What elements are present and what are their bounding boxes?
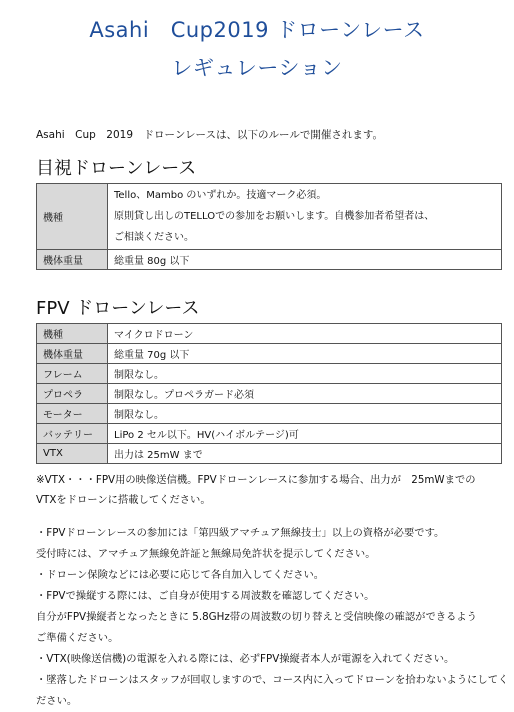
table-row	[37, 404, 502, 424]
note-line: 受付時には、アマチュア無線免許証と無線局免許状を提示してください。	[36, 548, 376, 560]
row-label-weight: 機体重量	[37, 250, 108, 270]
table-row	[37, 364, 502, 384]
note-line: ・FPVで操縦する際には、ご自身が使用する周波数を確認してください。	[36, 590, 375, 602]
table-row	[37, 250, 502, 270]
row-label-propeller: プロペラ	[37, 384, 108, 404]
row-value-weight: 総重量 70g 以下	[108, 344, 502, 364]
document-title-line1: Asahi Cup2019 ドローンレース	[89, 18, 425, 42]
note-line: ご準備ください。	[36, 632, 119, 644]
table-row	[37, 444, 502, 464]
model-line-3: ご相談ください。	[114, 232, 194, 243]
table-row	[37, 324, 502, 344]
row-value-battery: LiPo 2 セル以下。HV(ハイボルテージ)可	[108, 424, 502, 444]
row-value-weight: 総重量 80g 以下	[108, 250, 502, 270]
vtx-note-line1: ※VTX・・・FPV用の映像送信機。FPVドローンレースに参加する場合、出力が 25mWまでの	[36, 474, 476, 486]
row-label-weight: 機体重量	[37, 344, 108, 364]
row-label-model: 機種	[37, 184, 108, 250]
note-line: ださい。	[36, 695, 78, 707]
fpv-race-heading: FPV ドローンレース	[36, 298, 200, 319]
fpv-race-table	[36, 323, 502, 464]
row-label-vtx: VTX	[37, 444, 108, 464]
notes-list	[36, 523, 509, 712]
row-label-frame: フレーム	[37, 364, 108, 384]
row-label-model: 機種	[37, 324, 108, 344]
table-row	[37, 344, 502, 364]
note-line: ・墜落したドローンはスタッフが回収しますので、コース内に入ってドローンを拾わないようにしてく	[36, 674, 509, 686]
vtx-note-line2: VTXをドローンに搭載してください。	[36, 494, 211, 506]
document-title-line2: レギュレーション	[171, 56, 343, 80]
row-value-model: マイクロドローン	[108, 324, 502, 344]
intro-text: Asahi Cup 2019 ドローンレースは、以下のルールで開催されます。	[36, 129, 383, 141]
row-label-motor: モーター	[37, 404, 108, 424]
table-row	[37, 184, 502, 250]
model-line-2: 原則貸し出しのTELLOでの参加をお願いします。自機参加者希望者は、	[114, 211, 435, 222]
model-line-1: Tello、Mambo のいずれか。技適マーク必須。	[114, 190, 327, 201]
vtx-note	[36, 470, 506, 510]
table-row	[37, 384, 502, 404]
row-value-propeller: 制限なし。プロペラガード必須	[108, 384, 502, 404]
note-line: ・ドローン保険などには必要に応じて各自加入してください。	[36, 569, 325, 581]
row-value-motor: 制限なし。	[108, 404, 502, 424]
row-value-frame: 制限なし。	[108, 364, 502, 384]
note-line: ・FPVドローンレースの参加には「第四級アマチュア無線技士」以上の資格が必要です。	[36, 527, 445, 539]
row-value-model	[108, 184, 502, 250]
note-line: 自分がFPV操縦者となったときに 5.8GHz帯の周波数の切り替えと受信映像の確認ができるよう	[36, 611, 477, 623]
visual-race-heading: 目視ドローンレース	[36, 158, 197, 179]
note-line: ・VTX(映像送信機)の電源を入れる際には、必ずFPV操縦者本人が電源を入れてください。	[36, 653, 455, 665]
row-value-vtx: 出力は 25mW まで	[108, 444, 502, 464]
table-row	[37, 424, 502, 444]
visual-race-table	[36, 183, 502, 270]
row-label-battery: バッテリー	[37, 424, 108, 444]
